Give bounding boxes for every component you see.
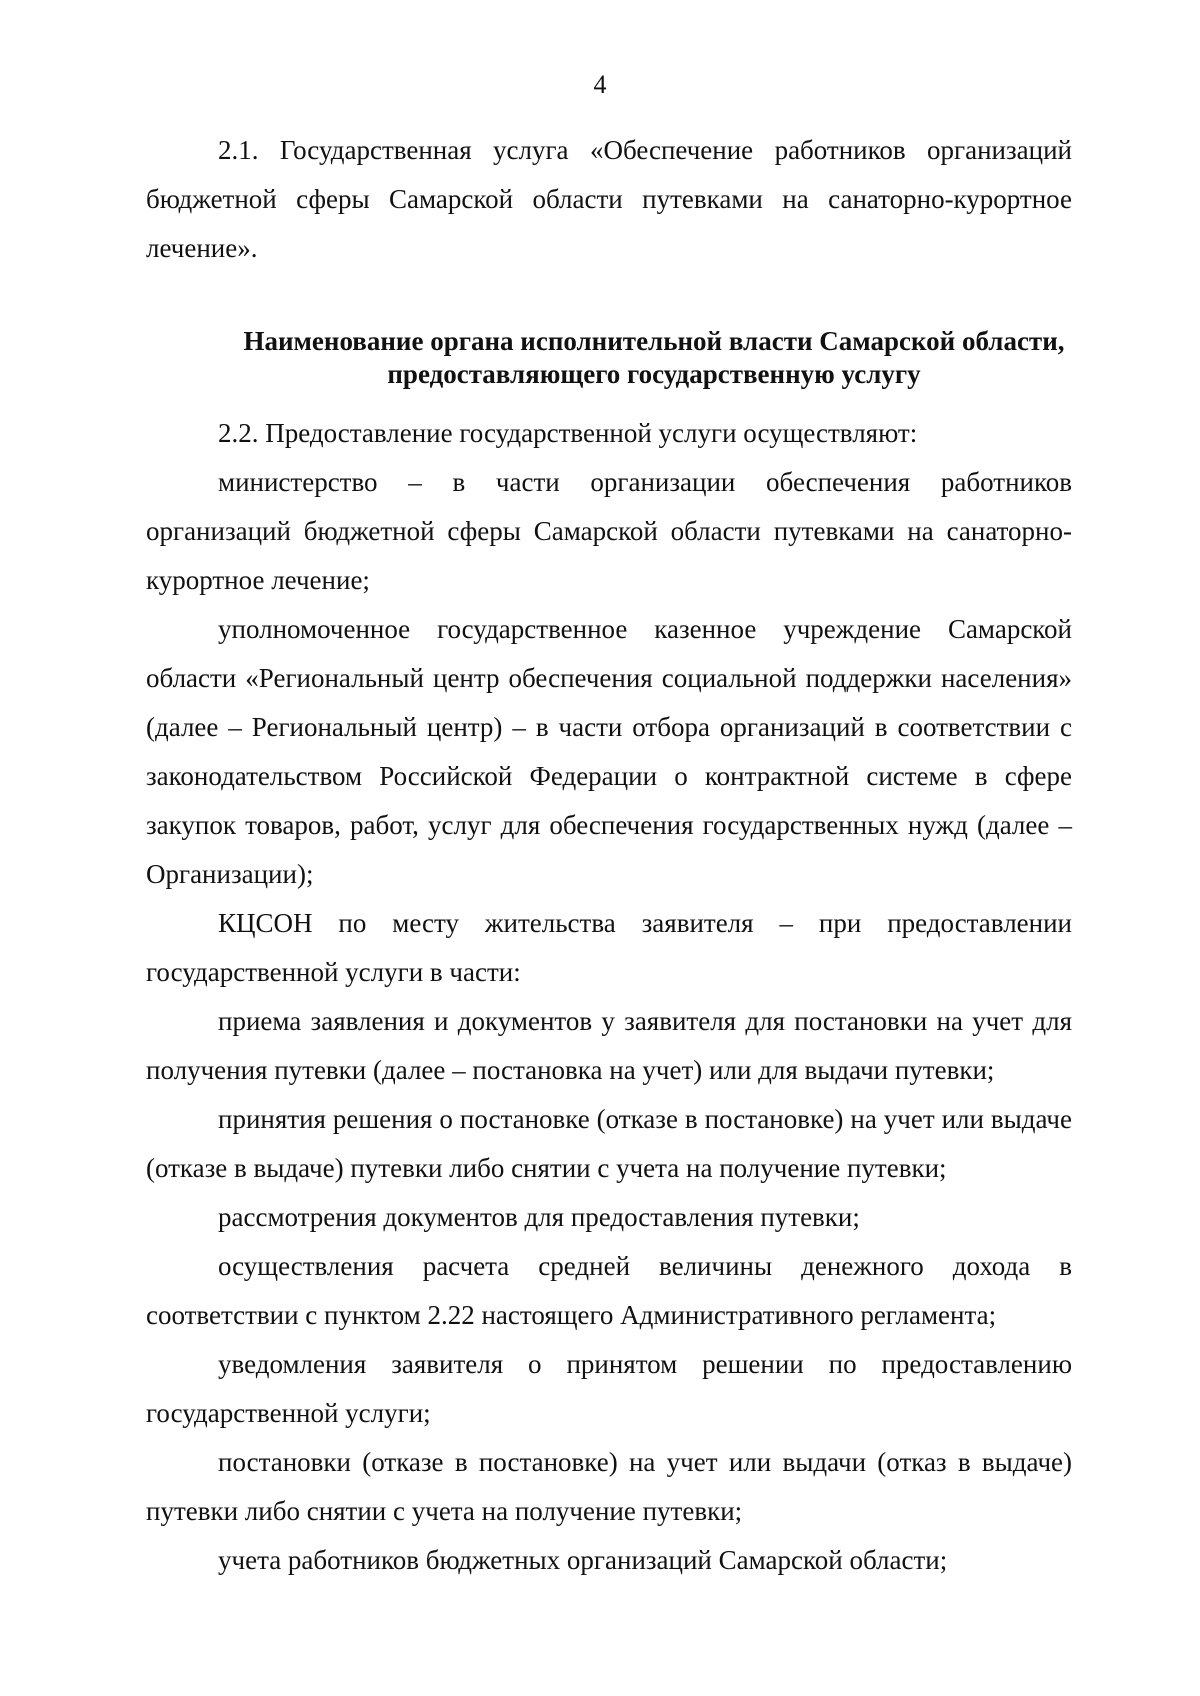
paragraph-decision: принятия решения о постановке (отказе в постановке) на учет или выдаче (отказе в выдаче) путевки либо снятии с учета на получение путевки; xyxy=(146,1104,1072,1183)
paragraph-regional-center: уполномоченное государственное казенное учреждение Самарской области «Региональный центр обеспечения социальной поддержки населения» (далее – Региональный центр) – в части отбора организаций в соответствии с законодательством Российской Федерации о контрактной системе в сфере закупок товаров, работ, услуг для обеспечения государственных нужд (далее – Организации); xyxy=(146,614,1072,889)
document-body xyxy=(146,126,1072,1585)
paragraph-2-2: 2.2. Предоставление государственной услуги осуществляют: xyxy=(218,418,918,448)
page-number: 4 xyxy=(593,70,607,99)
paragraph-registration: постановки (отказе в постановке) на учет или выдачи (отказ в выдаче) путевки либо снятии с учета на получение путевки; xyxy=(146,1447,1072,1526)
section-heading-line-2: предоставляющего государственную услугу xyxy=(387,359,921,389)
paragraph-application-intake: приема заявления и документов у заявителя для постановки на учет для получения путевки (далее – постановка на учет) или для выдачи путевки; xyxy=(146,1006,1072,1085)
section-heading-line-1: Наименование органа исполнительной власти Самарской области, xyxy=(243,326,1065,356)
paragraph-notification: уведомления заявителя о принятом решении по предоставлению государственной услуги; xyxy=(146,1349,1072,1428)
section-heading xyxy=(146,325,1072,391)
paragraph-income-calculation: осуществления расчета средней величины денежного дохода в соответствии с пунктом 2.22 настоящего Административного регламента; xyxy=(146,1251,1072,1330)
paragraph-ministry: министерство – в части организации обеспечения работников организаций бюджетной сферы Самарской области путевками на санаторно-курортное лечение; xyxy=(146,467,1072,595)
paragraph-kcson: КЦСОН по месту жительства заявителя – при предоставлении государственной услуги в части: xyxy=(146,908,1072,987)
paragraph-2-1: 2.1. Государственная услуга «Обеспечение работников организаций бюджетной сферы Самарской области путевками на санаторно-курортное лечение». xyxy=(146,135,1072,263)
paragraph-document-review: рассмотрения документов для предоставления путевки; xyxy=(218,1202,860,1232)
paragraph-employee-accounting: учета работников бюджетных организаций Самарской области; xyxy=(218,1545,948,1575)
